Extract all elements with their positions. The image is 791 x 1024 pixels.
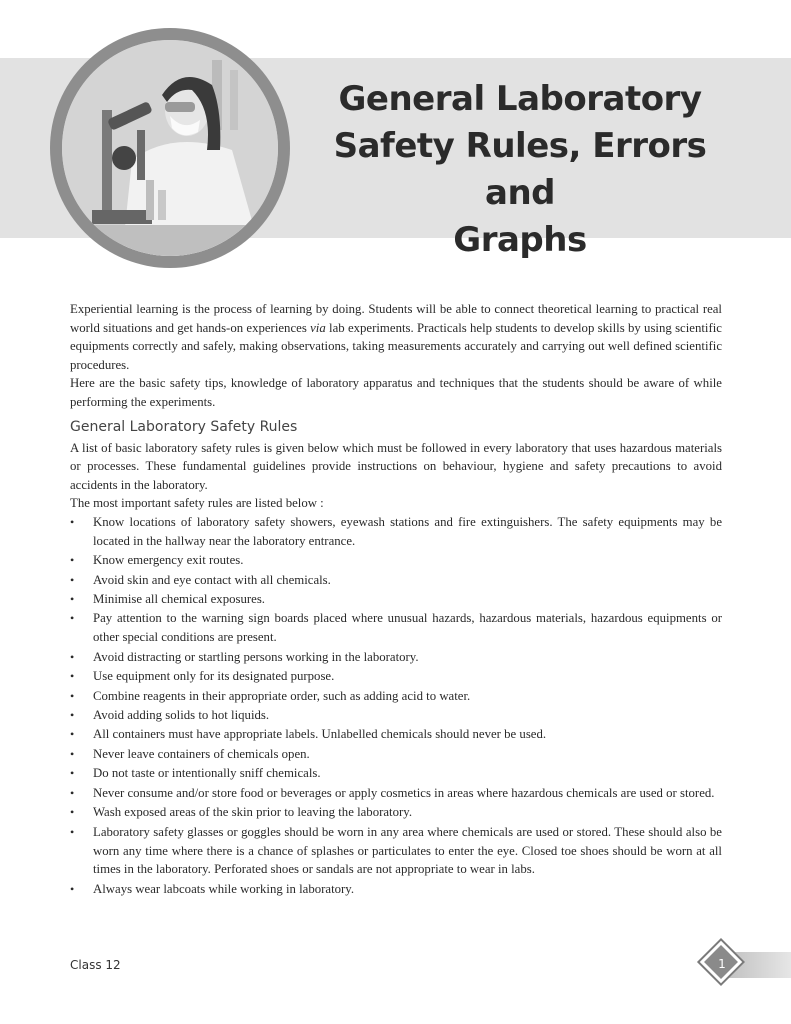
list-item [70, 590, 722, 609]
page-title [300, 76, 740, 264]
rule-text: All containers must have appropriate labels. Unlabelled chemicals should never be used. [93, 727, 547, 742]
bullet-icon: • [70, 669, 75, 684]
section-heading: General Laboratory Safety Rules [70, 418, 298, 435]
rule-text: Know emergency exit routes. [93, 553, 244, 568]
intro-text-end: lab experiments. Practicals help students to develop skills by using scientific equipments correctly and safely, making observations, taking measurements accurately and carrying out well defined scientific procedures. [70, 320, 722, 372]
rule-text: Minimise all chemical exposures. [93, 591, 266, 606]
section-paragraph-1: A list of basic laboratory safety rules is given below which must be followed in every laboratory that uses hazardous materials or processes. These fundamental guidelines provide instructions on behaviour, hygiene and safety precautions to avoid accidents in the laboratory. [70, 440, 722, 492]
bullet-icon: • [70, 611, 75, 626]
intro-paragraph-2: Here are the basic safety tips, knowledge of laboratory apparatus and techniques that the students should be aware of while performing the experiments. [70, 376, 722, 409]
page-number: 1 [718, 957, 726, 971]
list-item [70, 764, 722, 783]
scientist-microscope-photo [62, 40, 278, 256]
list-item [70, 648, 722, 667]
rule-text: Avoid adding solids to hot liquids. [93, 708, 270, 722]
list-item [70, 803, 722, 822]
bullet-icon: • [70, 514, 75, 529]
bullet-icon: • [70, 785, 75, 800]
section-paragraph-2: The most important safety rules are listed below : [70, 496, 324, 511]
list-item [70, 745, 722, 764]
rule-text: Do not taste or intentionally sniff chemicals. [93, 766, 321, 781]
list-item [70, 667, 722, 686]
rule-text: Never leave containers of chemicals open. [93, 746, 310, 761]
title-line-3: Graphs [453, 220, 587, 260]
title-line-2: Safety Rules, Errors and [333, 126, 707, 213]
bullet-icon: • [70, 688, 75, 703]
list-item [70, 551, 722, 570]
safety-rules-list [70, 513, 722, 898]
rule-text: Never consume and/or store food or beverages or apply cosmetics in areas where hazardous chemicals are used or stored. [93, 785, 715, 800]
rule-text: Know locations of laboratory safety showers, eyewash stations and fire extinguishers. The safety equipments may be located in the hallway near the laboratory entrance. [93, 514, 722, 548]
list-item [70, 880, 722, 899]
list-item [70, 823, 722, 879]
list-item [70, 725, 722, 744]
list-item [70, 784, 722, 803]
rule-text: Always wear labcoats while working in laboratory. [93, 881, 355, 896]
intro-text-start: Experiential learning is the process of learning by doing. Students will be able to connect theoretical learning to practical real world situations and get hands-on experiences [70, 302, 722, 335]
list-item [70, 571, 722, 590]
intro-paragraph-1 [70, 300, 722, 374]
list-item [70, 609, 722, 646]
rule-text: Combine reagents in their appropriate order, such as adding acid to water. [93, 688, 471, 703]
rule-text: Wash exposed areas of the skin prior to leaving the laboratory. [93, 805, 413, 820]
list-item [70, 513, 722, 550]
list-item [70, 687, 722, 706]
bullet-icon: • [70, 881, 75, 896]
rule-text: Use equipment only for its designated purpose. [93, 669, 335, 684]
intro-italic-via: via [310, 320, 326, 335]
bullet-icon: • [70, 766, 75, 781]
rule-text: Pay attention to the warning sign boards placed where unusual hazards, hazardous materials, hazardous equipments or other special conditions are present. [93, 611, 722, 645]
main-content [70, 300, 722, 899]
bullet-icon: • [70, 572, 75, 587]
title-line-1: General Laboratory [338, 79, 702, 119]
bullet-icon: • [70, 746, 75, 761]
list-item [70, 706, 722, 725]
bullet-icon: • [70, 824, 75, 839]
bullet-icon: • [70, 649, 75, 664]
rule-text: Avoid distracting or startling persons working in the laboratory. [93, 649, 419, 664]
bullet-icon: • [70, 708, 75, 722]
bullet-icon: • [70, 553, 75, 568]
bullet-icon: • [70, 727, 75, 742]
rule-text: Avoid skin and eye contact with all chemicals. [93, 572, 331, 587]
footer-class-label: Class 12 [70, 958, 121, 972]
bullet-icon: • [70, 805, 75, 820]
rule-text: Laboratory safety glasses or goggles should be worn in any area where chemicals are used or stored. These should also be worn any time where there is a chance of splashes or particulates to enter the eye. Closed toe shoes should be worn at all times in the laboratory. Perforated shoes or sandals are not appropriate to wear in labs. [93, 824, 722, 877]
bullet-icon: • [70, 591, 75, 606]
